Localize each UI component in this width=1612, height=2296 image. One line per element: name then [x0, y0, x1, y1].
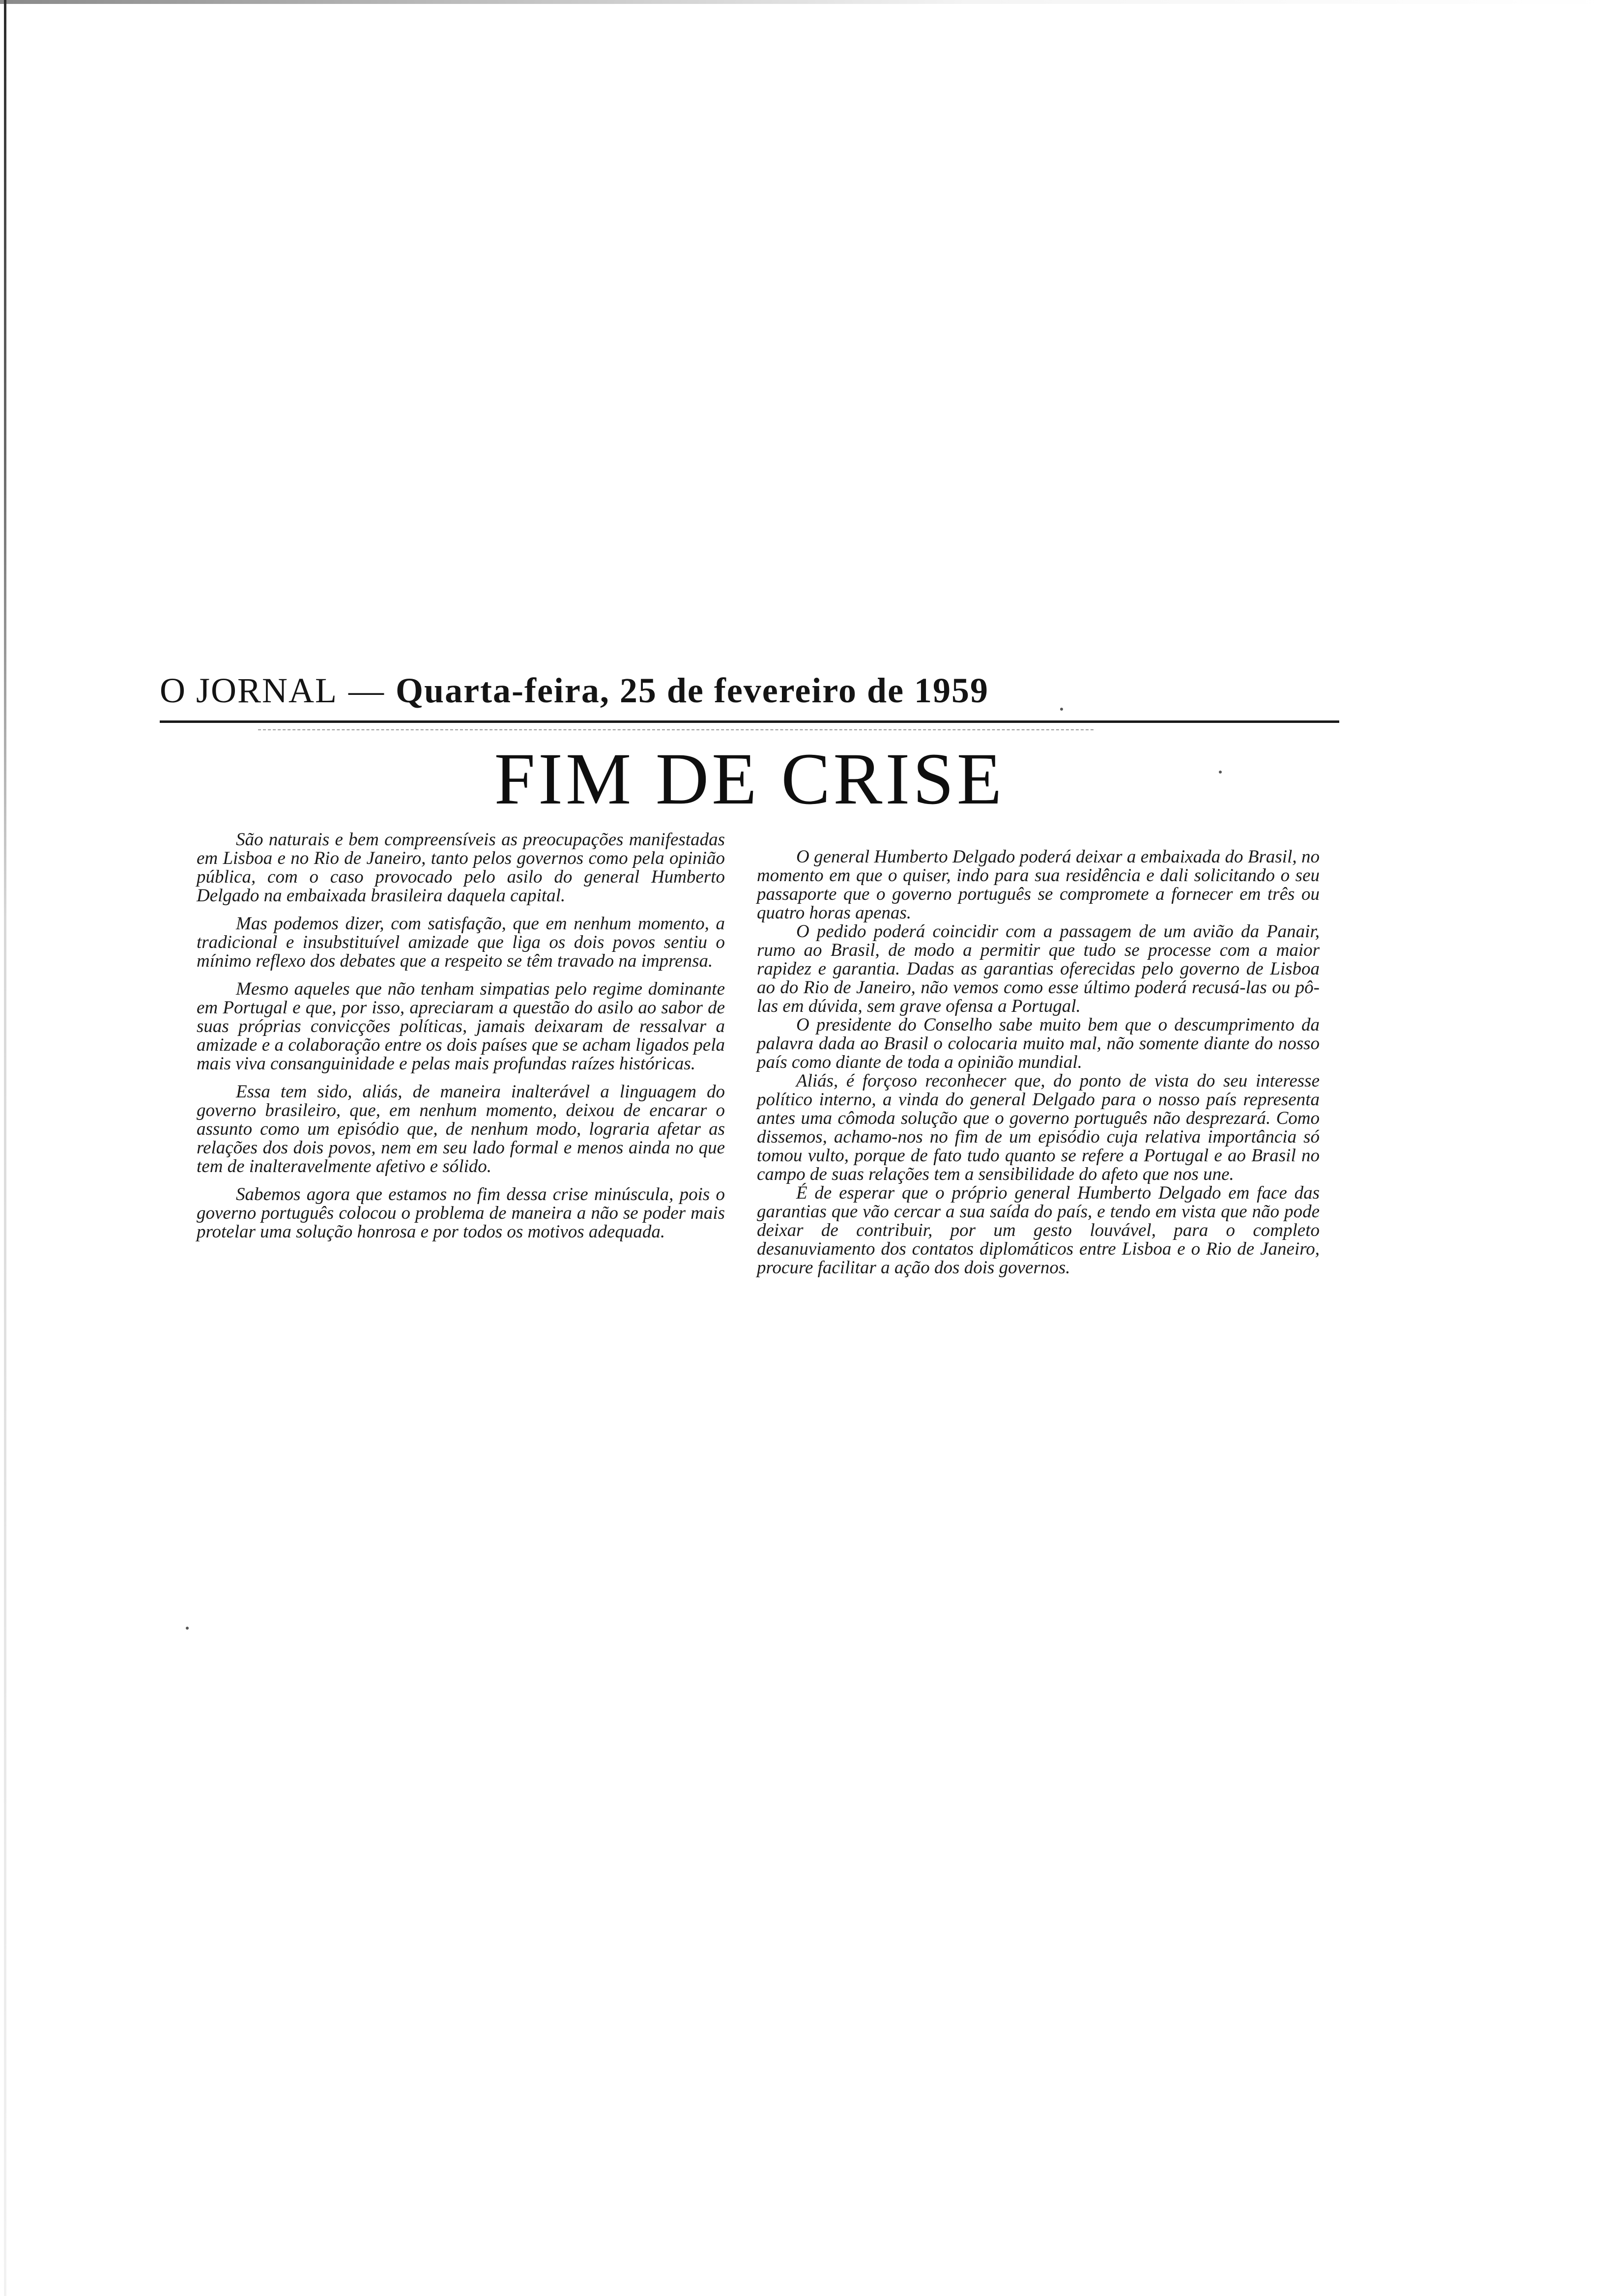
scan-speck: [186, 1627, 189, 1630]
right-paragraph: O presidente do Conselho sabe muito bem que o descumprimento da palavra dada ao Brasil o colocaria muito mal, não somente diante do nosso país como diante de toda a opinião mundial.: [757, 1015, 1320, 1072]
left-column: [197, 831, 725, 1241]
left-paragraph: Essa tem sido, aliás, de maneira inalterável a linguagem do governo brasileiro, que, em nenhum momento, deixou de encarar o assunto como um episódio que, de nenhum modo, lograria afetar as relações dos dois povos, nem em seu lado formal e menos ainda no que tem de inalteravelmente afetivo e sólido.: [197, 1082, 725, 1177]
newspaper-clipping: [160, 663, 1339, 1636]
right-paragraph: O pedido poderá coincidir com a passagem de um avião da Panair, rumo ao Brasil, de modo a permitir que tudo se processe com a maior rapidez e garantia. Dadas as garantias oferecidas pelo governo de Lisboa ao do Rio de Janeiro, não vemos como esse último poderá recusá-las ou pô-las em dúvida, sem grave ofensa a Portugal.: [757, 921, 1320, 1016]
headline: FIM DE CRISE: [494, 738, 1005, 820]
right-paragraph: O general Humberto Delgado poderá deixar a embaixada do Brasil, no momento em que o quiser, indo para sua residência e dali solicitando o seu passaporte que o governo português se compromete a fornecer em três ou quatro horas apenas.: [757, 847, 1320, 923]
right-paragraph: É de esperar que o próprio general Humberto Delgado em face das garantias que vão cercar a sua saída do país, e tendo em vista que não pode deixar de contribuir, por um gesto louvável, para o completo desanuviamento dos contatos diplomáticos entre Lisboa e o Rio de Janeiro, procure facilitar a ação dos dois governos.: [757, 1183, 1320, 1278]
left-paragraph: Mas podemos dizer, com satisfação, que em nenhum momento, a tradicional e insubstituível amizade que liga os dois povos sentiu o mínimo reflexo dos debates que a respeito se têm travado na imprensa.: [197, 914, 725, 971]
left-paragraph: Sabemos agora que estamos no fim dessa crise minúscula, pois o governo português colocou o problema de maneira a não se poder mais protelar uma solução honrosa e por todos os motivos adequada.: [197, 1184, 725, 1242]
masthead: [160, 663, 1339, 718]
masthead-separator: —: [348, 671, 385, 710]
masthead-rule: [160, 720, 1339, 723]
scan-left-edge: [4, 0, 6, 2296]
scan-speck: [1060, 708, 1063, 711]
scan-top-edge: [0, 0, 1612, 4]
scan-speck: [1219, 771, 1222, 774]
right-paragraph: Aliás, é forçoso reconhecer que, do ponto de vista do seu interesse político interno, a vinda do general Delgado para o nosso país representa antes uma cômoda solução que o governo português não desprezará. Como dissemos, achamo-nos no fim de um episódio cuja relativa importância só tomou vulto, porque de fato tudo quanto se refere a Portugal e ao Brasil no campo de suas relações tem a sensibilidade do afeto que nos une.: [757, 1071, 1320, 1184]
masthead-dashed-rule: [258, 729, 1094, 731]
right-column: [757, 848, 1320, 1277]
masthead-date: Quarta-feira, 25 de fevereiro de 1959: [396, 671, 989, 710]
masthead-paper-name: O JORNAL: [160, 671, 338, 710]
left-paragraph: Mesmo aqueles que não tenham simpatias pelo regime dominante em Portugal e que, por isso, apreciaram a questão do asilo ao sabor de suas próprias convicções políticas, jamais deixaram de ressalvar a amizade e a colaboração entre os dois países que se acham ligados pela mais viva consanguinidade e pelas mais profundas raízes históricas.: [197, 979, 725, 1074]
left-paragraph: São naturais e bem compreensíveis as preocupações manifestadas em Lisboa e no Rio de Janeiro, tanto pelos governos como pela opinião pública, com o caso provocado pelo asilo do general Humberto Delgado na embaixada brasileira daquela capital.: [197, 830, 725, 906]
